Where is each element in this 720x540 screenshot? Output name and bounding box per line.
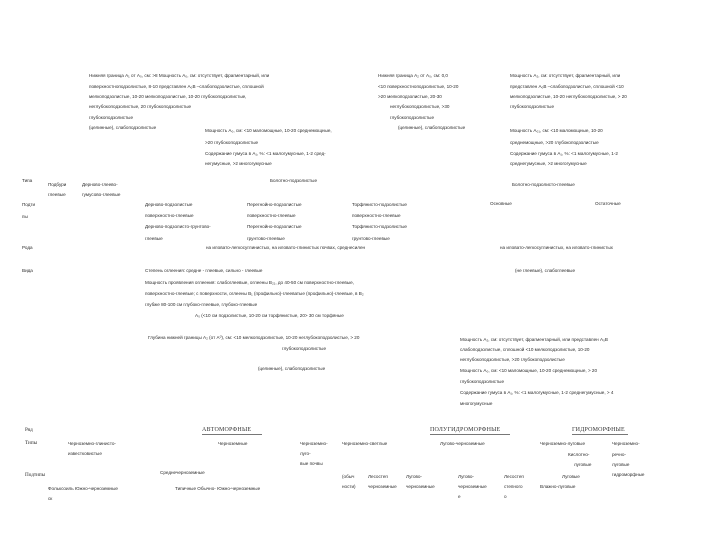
tip-sub1b: глеевые [48, 192, 66, 197]
pod-c6a: Лесостеп [504, 474, 524, 479]
lower-right3: неглубокоподзолистые, >20 глубокоподзолистые [460, 357, 565, 362]
top-mid1-line3: Содержание гумуса в A₁, %: <1 малогумусные, 1-2 сред- [205, 151, 326, 156]
podtip-r3b: Перегнойно-подзолистые [247, 224, 302, 229]
pod-c7: Луговые [562, 474, 580, 479]
podtip-c4: Основные [490, 201, 512, 206]
vida-c4: глубже 80-100 см глубоко-глеевые, глубоко-глеевые [145, 302, 258, 307]
top-col3-line4: глубокоподзолистые [510, 104, 555, 109]
table-row-tipy: Типы [25, 440, 38, 446]
vida-c1b: (не глеевые), слабоглеевые [515, 268, 576, 273]
vida-c5: A₀ (<10 см подзолистые, 10-20 см торфянистые, 20> 30 см торфяные [195, 313, 344, 318]
top-mid3-line1: Мощность A₀₁, см: <10 маломощные, 10-20 [510, 128, 603, 133]
head-auto-underline [202, 434, 262, 435]
tip-sub2a: Дерново-глеево- [82, 182, 118, 187]
pod-left1: Фольксоиль Южно-черноземные [48, 486, 118, 491]
tipy-c7b: луговые [612, 462, 630, 467]
podtip-c2: Перегнойно-подзолистые [247, 202, 302, 207]
tipy-c9a: речно- [612, 452, 626, 457]
table-row-rjad: Ряд [25, 427, 33, 433]
head-hydro-underline [572, 434, 628, 435]
tipy-c2: Черноземные [218, 441, 248, 446]
top-col2-line1: Нижняя граница A₂ от A₀, см: 0,0 [378, 73, 448, 78]
pod-left2: ск [48, 496, 53, 501]
top-col2-line2: <10 поверхностноподзолистые, 10-20 [378, 84, 459, 89]
top-mid3-line2: среднемощные, >20 глубокоподзолистые [510, 140, 599, 145]
top-col2-line4: неглубокоподзолистые, >30 [390, 104, 450, 109]
tipy-c4: Черноземно-светлые [342, 441, 388, 446]
tip-center: Болотно-подзолистые [270, 178, 318, 183]
pod-c3b: черноземные [368, 484, 397, 489]
vida-c1: Степень оглеения: средне - глеевые, сильно - глеевые [145, 268, 263, 273]
tipy-c5: Лугово-черноземные [440, 441, 485, 446]
pod-c6c: о [504, 494, 507, 499]
podtip-c3: Торфянисто-подзолистые [352, 202, 407, 207]
lower-left2: глубокоподзолистые [282, 346, 327, 351]
top-col1-line2: поверхностноподзолистые, 8-10 представлен A₀B –слабоподзолистые, сплошной [89, 84, 264, 89]
podtip-r2a: поверхностно-глеевые [145, 213, 194, 218]
top-mid3-line4: среднегумусные, >2 многогумусные [510, 161, 587, 166]
podtip-r2c: поверхностно-глеевые [352, 213, 401, 218]
tipy-c3c: вые почвы [300, 461, 323, 466]
top-col3-line3: мелкоподзолистые, 10-20 неглубокоподзолистые, > 20 [510, 94, 627, 99]
tipy-c7: Черноземно- [612, 441, 640, 446]
table-row-podtipy: Подтипы [25, 472, 46, 478]
vida-c2: Мощность проявления оглеения: слабоглеевые, оглеены B₂₁, до 40-50 см поверхностно-глеевые, [145, 280, 354, 285]
podtip-r2b: поверхностно-глеевые [247, 213, 296, 218]
pod-c5b: черноземные [458, 484, 487, 489]
tipy-c8a: Кислотно- [568, 452, 590, 457]
vida-c3: поверхностно-глеевые; с поверхности, оглеены B₁ (профильно)-глееватые (профильно)-глеевые, в B₂ [145, 291, 364, 296]
lower-right1: Мощность A₂, см: отсутствует, фрагментарный, или представлен A₀B [460, 337, 608, 342]
top-col1-line5: глубокоподзолистые [89, 115, 134, 120]
roda-right: на иловато-легкосуглинистых, на иловато-глинистых [500, 245, 613, 250]
top-col1-line1: Нижняя граница A₁ от A₀, см: >8 Мощность A₀, см: отсутствует, фрагментарный, или [89, 73, 270, 78]
row-label-tipa: Типа [22, 178, 33, 183]
head-semi-underline [430, 434, 510, 435]
pod-c4a: Лугово- [406, 474, 422, 479]
tip-sub2b: гумусово-глеевые [82, 192, 121, 197]
podtip-r4c: грунтово-глеевые [352, 236, 390, 241]
podtip-r3a: Дерново-подзолисто-грунтово- [145, 224, 211, 229]
top-col1-line4: неглубокоподзолистые, 20 глубокоподзолистые [89, 104, 192, 109]
pod-mid: Типичные Обычно- Южно-черноземные [175, 486, 261, 491]
tip-sub1a: Подбури [48, 182, 67, 187]
podtip-c1: Дерново-подзолистые [145, 202, 193, 207]
tipy-c1b: известковистые [68, 451, 102, 456]
pod-c1: Среднечерноземные [160, 470, 205, 475]
top-mid1-line4: негумусные, >2 многогумусные [205, 161, 272, 166]
tipy-c3a: Черноземно- [300, 441, 328, 446]
row-label-vida: Вида [22, 268, 33, 273]
top-col2-line6: (целинные), слабоподзолистые [398, 125, 466, 130]
lower-right6: Содержание гумуса в A₁, %: <1 малогумусные, 1-2 среднегумусные, > 4 [460, 390, 614, 395]
podtip-c5: Остаточные [595, 201, 621, 206]
table-head-hydro: ГИДРОМОРФНЫЕ [572, 427, 625, 433]
pod-c2b: ности) [342, 484, 356, 489]
pod-c2a: (обыч [342, 474, 355, 479]
lower-right5: глубокоподзолистые [460, 379, 505, 384]
top-col3-line1: Мощность A₂, см: отсутствует, фрагментарный, или [510, 73, 621, 78]
top-mid3-line3: Содержание гумуса в A₁, %: <1 малогумусные, 1-2 [510, 151, 618, 156]
row-label-podtipy-1: Подти [22, 202, 36, 207]
tipy-c8b: луговые [574, 462, 592, 467]
tip-right: Болотно-подзолисто-глеевые [512, 182, 575, 187]
podtip-r4a: глеевые [145, 236, 163, 241]
podtip-r4b: грунтово-глеевые [247, 236, 285, 241]
top-col2-line5: глубокоподзолистые [390, 115, 435, 120]
top-col2-line3: >20 мелкоподзолистые, 20-30 [378, 94, 442, 99]
lower-right2: слабоподзолистые, сплошной <10 мелкоподзолистые, 10-20 [460, 347, 590, 352]
top-col3-line2: представлен A₀B –слабоподзолистые, сплошной <10 [510, 84, 624, 89]
lower-left1: Глубина нижней границы A₂ (от A⁰), см: <10 мелкоподзолистые, 10-20 неглубокоподзолистые, > 20 [148, 335, 360, 340]
table-head-semi: ПОЛУГИДРОМОРФНЫЕ [430, 427, 501, 433]
top-col1-line6: (целинные), слабоподзолистые [89, 125, 157, 130]
top-mid1-line1: Мощность A₀, см: <10 маломощные, 10-20 среднемощные, [205, 128, 332, 133]
pod-c3a: Лесостеп [368, 474, 388, 479]
pod-c6b: степного [504, 484, 523, 489]
roda-center: на иловато-легкосуглинистых, на иловато-глинистых почвах, среднесилен [206, 245, 366, 250]
tipy-c6: Черноземно-луговые [540, 441, 586, 446]
top-col1-line3: мелкоподзолистые, 10-20 мелкоподзолистые, 10-20 глубокоподзолистые, [89, 94, 247, 99]
row-label-podtipy-2: пы [22, 214, 28, 219]
tipy-c1a: Черноземно-глинисто- [68, 441, 116, 446]
podtip-r3c: Торфянисто-подзолистые [352, 224, 407, 229]
pod-c4b: черноземные [406, 484, 435, 489]
table-head-auto: АВТОМОРФНЫЕ [202, 427, 252, 433]
pod-c7b: Влажно-луговые [540, 484, 576, 489]
lower-right7: многогумусные [460, 401, 493, 406]
tipy-c9b: гидроморфные [612, 472, 645, 477]
row-label-roda: Рода [22, 245, 33, 250]
pod-c5c: е [458, 494, 461, 499]
pod-c5a: Лугово- [458, 474, 474, 479]
lower-left3: (целинные), слабоподзолистые [258, 366, 326, 371]
tipy-c3b: луго- [300, 451, 311, 456]
lower-right4: Мощность A₀, см: <10 маломощные, 10-20 среднемощные, > 20 [460, 368, 598, 373]
top-mid1-line2: >20 глубокоподзолистые [205, 140, 259, 145]
